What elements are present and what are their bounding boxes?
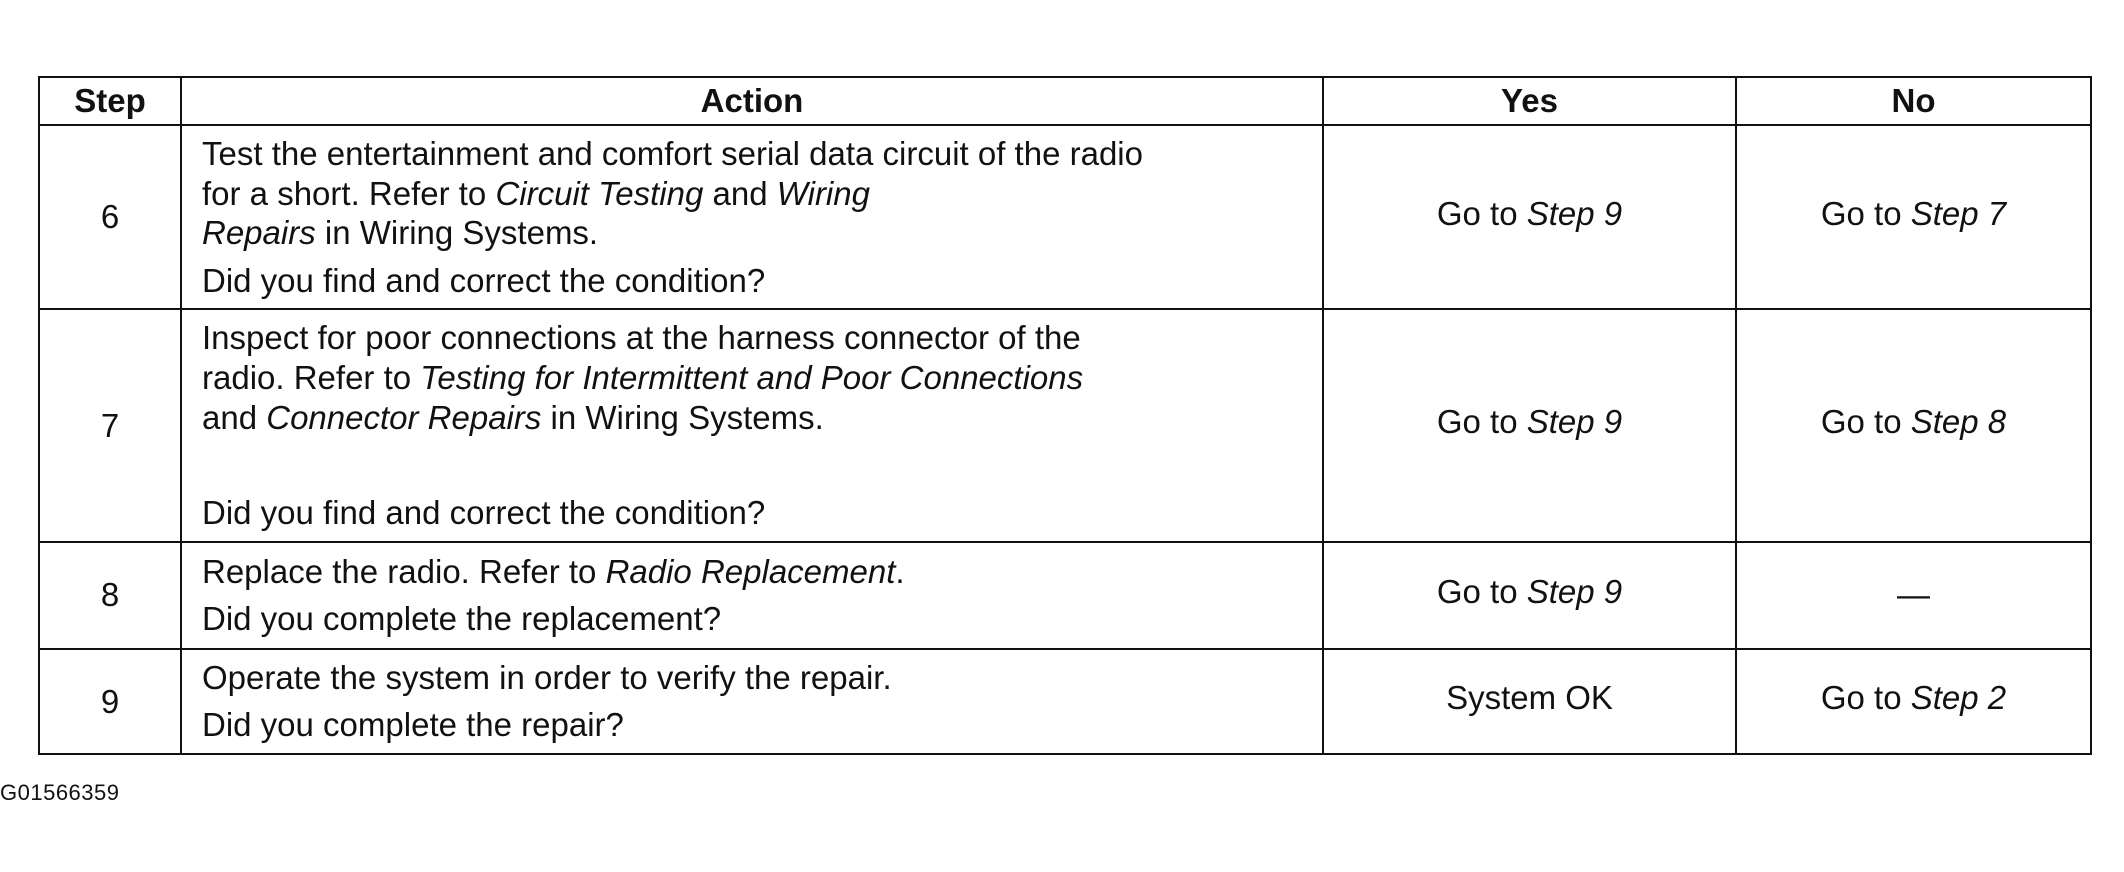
action-text: for a short. Refer to <box>202 174 496 212</box>
table-row <box>39 649 2091 754</box>
table-row <box>39 309 2091 541</box>
reference-repairs: Repairs <box>202 214 316 252</box>
reference-radio-replacement: Radio Replacement <box>605 552 896 590</box>
action-description <box>202 552 1306 592</box>
step-number: 6 <box>39 125 181 309</box>
yes-step-link: Step 9 <box>1526 403 1623 441</box>
no-prefix: Go to <box>1820 403 1911 441</box>
action-text: and <box>202 398 267 436</box>
header-action: Action <box>181 77 1323 125</box>
no-step-link: Step 8 <box>1910 403 2007 441</box>
diagnostic-table-container <box>38 76 2090 755</box>
table-row <box>39 125 2091 309</box>
action-text: in Wiring Systems. <box>541 398 824 436</box>
yes-cell <box>1323 309 1736 541</box>
yes-prefix: Go to <box>1436 194 1527 232</box>
action-description <box>202 134 1306 253</box>
reference-connector-repairs: Connector Repairs <box>266 398 542 436</box>
table-header-row <box>39 77 2091 125</box>
yes-prefix: Go to <box>1436 403 1527 441</box>
step-number: 7 <box>39 309 181 541</box>
yes-step-link: Step 9 <box>1526 194 1623 232</box>
header-yes: Yes <box>1323 77 1736 125</box>
table-row <box>39 542 2091 649</box>
no-cell <box>1736 649 2091 754</box>
action-question: Did you find and correct the condition? <box>202 494 766 532</box>
action-question: Did you find and correct the condition? <box>202 261 766 299</box>
action-description: Operate the system in order to verify the repair. <box>202 658 892 696</box>
reference-testing-intermittent: Testing for Intermittent and Poor Connections <box>420 358 1084 396</box>
action-text: and <box>703 174 777 212</box>
diagnostic-table <box>38 76 2092 755</box>
step-number: 9 <box>39 649 181 754</box>
yes-cell <box>1323 125 1736 309</box>
action-question: Did you complete the repair? <box>202 706 624 744</box>
reference-circuit-testing: Circuit Testing <box>495 174 704 212</box>
figure-id-label: G01566359 <box>0 780 120 805</box>
reference-wiring: Wiring <box>776 174 870 212</box>
action-cell <box>181 309 1323 541</box>
yes-step-link: Step 9 <box>1526 572 1623 610</box>
action-text: radio. Refer to <box>202 358 421 396</box>
yes-cell: System OK <box>1323 649 1736 754</box>
action-cell <box>181 649 1323 754</box>
yes-cell <box>1323 542 1736 649</box>
action-cell <box>181 125 1323 309</box>
action-text: Replace the radio. Refer to <box>202 552 606 590</box>
no-cell: — <box>1736 542 2091 649</box>
action-text: in Wiring Systems. <box>315 214 599 252</box>
no-step-link: Step 2 <box>1910 679 2007 717</box>
header-no: No <box>1736 77 2091 125</box>
no-cell <box>1736 125 2091 309</box>
action-question: Did you complete the replacement? <box>202 600 722 638</box>
yes-prefix: Go to <box>1436 572 1527 610</box>
header-step: Step <box>39 77 181 125</box>
action-text: Inspect for poor connections at the harness connector of the <box>202 319 1081 357</box>
action-text: . <box>895 552 905 590</box>
no-prefix: Go to <box>1820 679 1911 717</box>
step-number: 8 <box>39 542 181 649</box>
action-text: Test the entertainment and comfort serial data circuit of the radio <box>202 135 1143 172</box>
no-cell <box>1736 309 2091 541</box>
no-prefix: Go to <box>1820 194 1911 232</box>
action-description <box>202 318 1306 437</box>
action-cell <box>181 542 1323 649</box>
no-step-link: Step 7 <box>1910 194 2007 232</box>
